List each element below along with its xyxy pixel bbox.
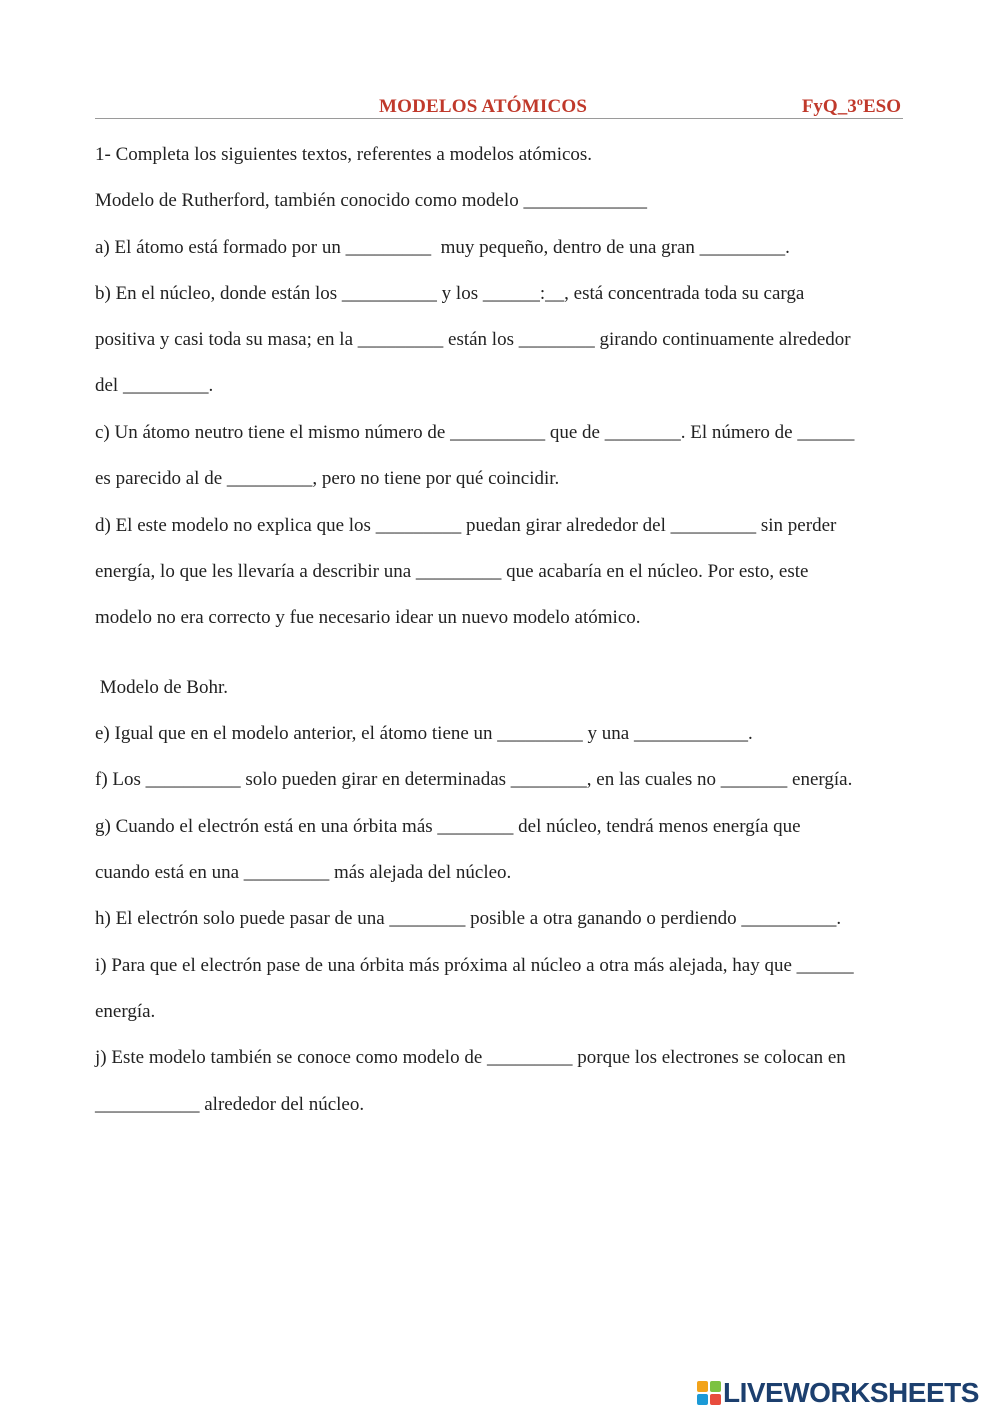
logo-text: LIVEWORKSHEETS <box>723 1377 979 1408</box>
text-line: energía. <box>95 1001 156 1022</box>
text-line: Modelo de Rutherford, también conocido como modelo _____________ <box>95 190 647 211</box>
liveworksheets-logo <box>697 1378 979 1408</box>
text-line: energía, lo que les llevaría a describir una _________ que acabaría en el núcleo. Por esto, este <box>95 561 809 582</box>
section-heading: Modelo de Bohr. <box>95 677 228 698</box>
text-line: g) Cuando el electrón está en una órbita más ________ del núcleo, tendrá menos energía que <box>95 816 801 837</box>
course-code: FyQ_3ºESO <box>801 96 901 117</box>
text-line: i) Para que el electrón pase de una órbita más próxima al núcleo a otra más alejada, hay que ______ <box>95 955 854 976</box>
text-line: modelo no era correcto y fue necesario idear un nuevo modelo atómico. <box>95 607 641 628</box>
document-header <box>95 94 903 119</box>
logo-square-red <box>710 1394 721 1405</box>
text-line: d) El este modelo no explica que los _________ puedan girar alrededor del _________ sin perder <box>95 515 837 536</box>
text-line: positiva y casi toda su masa; en la _________ están los ________ girando continuamente alrededor <box>95 329 851 350</box>
text-line: ___________ alrededor del núcleo. <box>95 1094 365 1115</box>
text-line: h) El electrón solo puede pasar de una ________ posible a otra ganando o perdiendo __________. <box>95 908 842 929</box>
text-line: del _________. <box>95 375 214 396</box>
logo-square-orange <box>697 1381 708 1392</box>
logo-square-blue <box>697 1394 708 1405</box>
text-line: b) En el núcleo, donde están los __________ y los ______:__, está concentrada toda su carga <box>95 283 805 304</box>
exercise-instruction: 1- Completa los siguientes textos, referentes a modelos atómicos. <box>95 144 593 165</box>
text-line: cuando está en una _________ más alejada del núcleo. <box>95 862 512 883</box>
text-line: e) Igual que en el modelo anterior, el átomo tiene un _________ y una ____________. <box>95 723 753 744</box>
text-line: a) El átomo está formado por un _________ muy pequeño, dentro de una gran _________. <box>95 237 790 258</box>
text-line: es parecido al de _________, pero no tiene por qué coincidir. <box>95 468 560 489</box>
text-line: c) Un átomo neutro tiene el mismo número de __________ que de ________. El número de ______ <box>95 422 855 443</box>
text-line: f) Los __________ solo pueden girar en determinadas ________, en las cuales no _______ energía. <box>95 769 853 790</box>
logo-square-green <box>710 1381 721 1392</box>
liveworksheets-logo-icon <box>697 1381 721 1405</box>
text-line: j) Este modelo también se conoce como modelo de _________ porque los electrones se colocan en <box>95 1047 846 1068</box>
page-title: MODELOS ATÓMICOS <box>379 96 588 117</box>
